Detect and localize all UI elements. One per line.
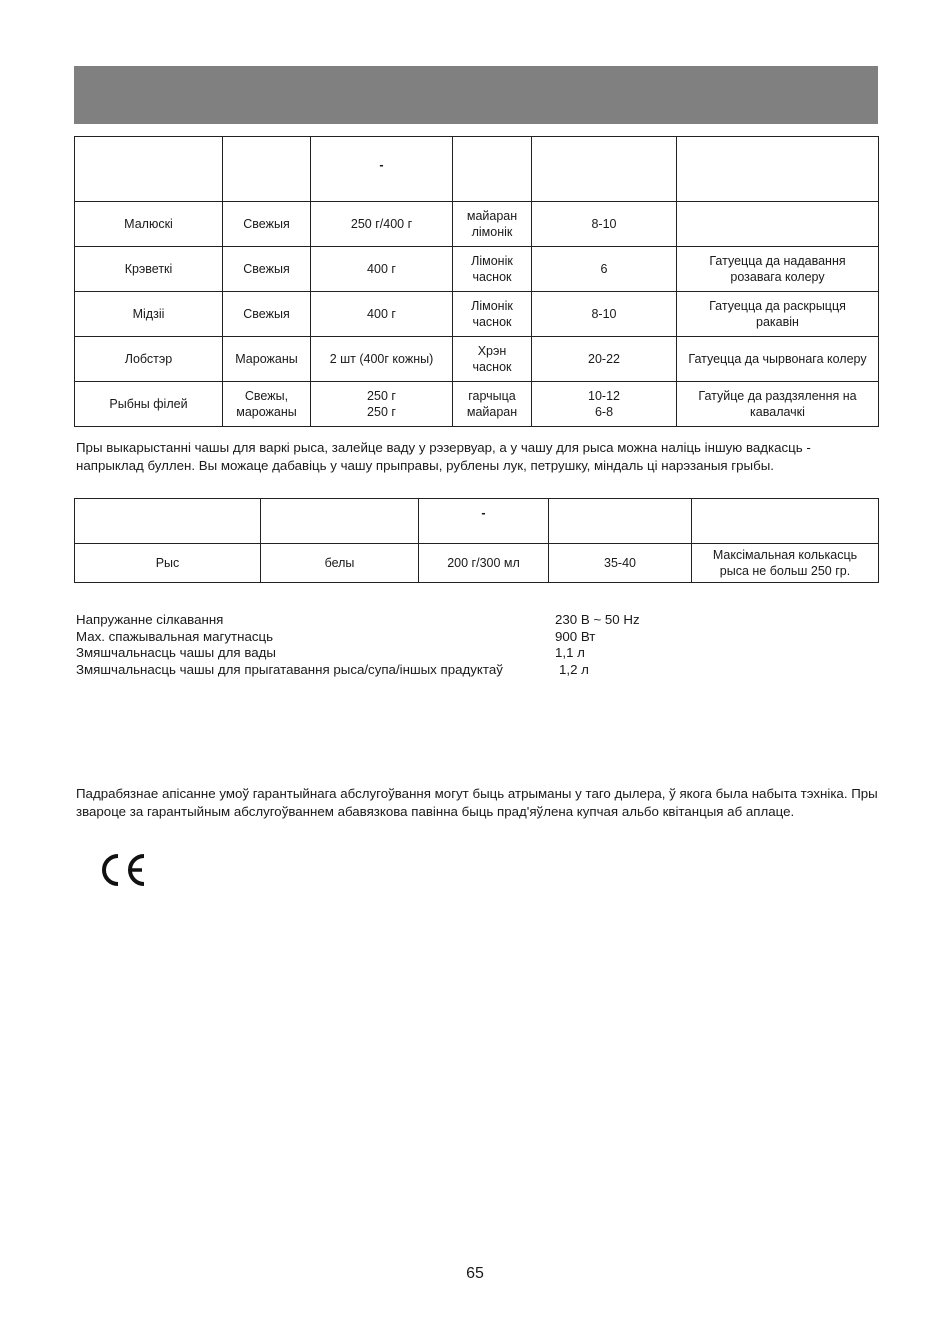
table-cell: 250 г 250 г	[311, 382, 453, 427]
spec-label: Змяшчальнасць чашы для прыгатавання рыса/супа/іншых прадуктаў	[76, 661, 503, 677]
table-row	[75, 292, 879, 337]
table-cell: 8-10	[532, 292, 677, 337]
header-cell	[223, 137, 311, 202]
table-cell: Лімонік часнок	[453, 292, 532, 337]
ce-mark-icon	[98, 852, 150, 888]
table-row	[75, 337, 879, 382]
page-number: 65	[466, 1265, 484, 1282]
table-cell: Свежыя	[223, 202, 311, 247]
table-cell: Гатуецца да надавання розавага колеру	[677, 247, 879, 292]
header-cell	[261, 499, 419, 544]
technical-specifications	[76, 612, 776, 678]
rice-cooking-table	[74, 498, 879, 583]
spec-row	[76, 645, 776, 662]
table-cell: Хрэн часнок	[453, 337, 532, 382]
table-cell: 250 г/400 г	[311, 202, 453, 247]
table-cell: 35-40	[549, 544, 692, 583]
table-cell: 2 шт (400г кожны)	[311, 337, 453, 382]
table-cell: 400 г	[311, 247, 453, 292]
table-cell: белы	[261, 544, 419, 583]
table-cell: Гатуецца да раскрыцця ракавін	[677, 292, 879, 337]
table-cell: Крэветкі	[75, 247, 223, 292]
spec-label: Змяшчальнасць чашы для вады	[76, 645, 276, 660]
header-cell	[453, 137, 532, 202]
table-row	[75, 247, 879, 292]
spec-value: 230 В ~ 50 Hz	[555, 612, 640, 627]
table-cell: 10-12 6-8	[532, 382, 677, 427]
table-cell: Рыбны філей	[75, 382, 223, 427]
table-cell: Мідзіі	[75, 292, 223, 337]
table-cell: майаран лімонік	[453, 202, 532, 247]
spec-row	[76, 662, 776, 679]
table-row	[75, 202, 879, 247]
table-cell: Лобстэр	[75, 337, 223, 382]
table-header-row	[75, 137, 879, 202]
table-cell: Свежыя	[223, 247, 311, 292]
table-cell: Свежыя	[223, 292, 311, 337]
rice-cooking-note: Пры выкарыстанні чашы для варкі рыса, залейце ваду у рэзервуар, а у чашу для рыса можна наліць іншую вадкасць - напрыклад буллен. Вы можаце дабавіць у чашу прыправы, рублены лук, петрушку, міндаль ці нарэзаныя грыбы.	[76, 440, 811, 473]
seafood-cooking-table	[74, 136, 879, 427]
table-cell: Лімонік часнок	[453, 247, 532, 292]
header-cell	[692, 499, 879, 544]
table-cell: 20-22	[532, 337, 677, 382]
section-header-bar	[74, 66, 878, 124]
spec-value: 900 Вт	[555, 628, 596, 644]
warranty-note: Падрабязнае апісанне умоў гарантыйнага абслугоўвання могут быць атрыманы у таго дылера, ў якога была набыта тэхніка. Пры звароце за гарантыйным абслугоўваннем абавязкова павінна быць прад'яўлена купчая альбо квітанцыя аб аплаце.	[76, 786, 878, 819]
table-cell: Марожаны	[223, 337, 311, 382]
spec-value: 1,2 л	[559, 661, 589, 677]
spec-row	[76, 629, 776, 646]
table-cell: 200 г/300 мл	[419, 544, 549, 583]
table-cell: 400 г	[311, 292, 453, 337]
table-cell	[677, 202, 879, 247]
table-cell: Гатуецца да чырвонага колеру	[677, 337, 879, 382]
header-cell	[75, 499, 261, 544]
table-row	[75, 544, 879, 583]
header-cell: -	[311, 137, 453, 202]
header-cell	[677, 137, 879, 202]
table-cell: Максімальная колькасць рыса не больш 250 гр.	[692, 544, 879, 583]
header-cell	[75, 137, 223, 202]
table-row	[75, 382, 879, 427]
table-cell: 6	[532, 247, 677, 292]
table-cell: 8-10	[532, 202, 677, 247]
header-cell	[532, 137, 677, 202]
spec-row	[76, 612, 776, 629]
table-cell: гарчыца майаран	[453, 382, 532, 427]
spec-label: Напружанне сілкавання	[76, 612, 224, 627]
spec-label: Мах. спажывальная магутнасць	[76, 628, 274, 644]
table-cell: Свежы, марожаны	[223, 382, 311, 427]
table-cell: Малюскі	[75, 202, 223, 247]
table-header-row	[75, 499, 879, 544]
spec-value: 1,1 л	[555, 645, 585, 660]
table-cell: Рыс	[75, 544, 261, 583]
header-cell: -	[419, 499, 549, 544]
table-cell: Гатуйце да раздзялення на кавалачкі	[677, 382, 879, 427]
header-cell	[549, 499, 692, 544]
